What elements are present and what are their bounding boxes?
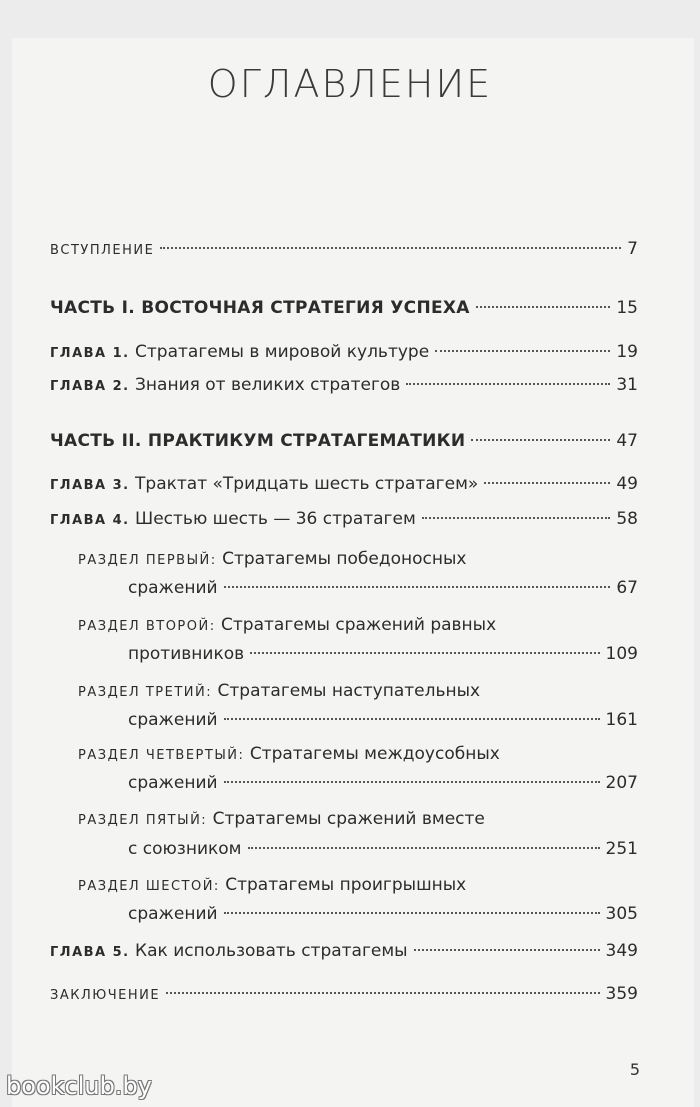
leader-dots [224, 781, 600, 783]
toc-page-number: 67 [616, 578, 638, 598]
section-title-cont: с союзником [128, 839, 242, 859]
leader-dots [476, 306, 611, 308]
toc-entry-chapter-1 [50, 341, 638, 365]
toc-section-4-line1 [78, 743, 500, 767]
toc-entry-chapter-4 [50, 508, 638, 532]
toc-page-number: 58 [616, 509, 638, 529]
section-prefix: РАЗДЕЛ ТРЕТИЙ: [78, 685, 213, 700]
section-title-cont: сражений [128, 710, 218, 730]
section-title: Стратагемы сражений вместе [212, 809, 485, 829]
toc-page-number: 349 [605, 941, 638, 961]
section-title: Стратагемы сражений равных [221, 615, 497, 635]
toc-page-number: 109 [605, 644, 638, 664]
chapter-prefix: ГЛАВА 3. [50, 478, 130, 493]
section-prefix: РАЗДЕЛ ВТОРОЙ: [78, 619, 216, 634]
chapter-title: Как использовать стратагемы [135, 941, 408, 961]
section-title: Стратагемы наступательных [217, 681, 481, 701]
toc-entry-part-2 [50, 430, 638, 452]
chapter-title: Стратагемы в мировой культуре [135, 342, 430, 362]
chapter-prefix: ГЛАВА 2. [50, 379, 130, 394]
leader-dots [484, 482, 610, 484]
leader-dots [250, 652, 599, 654]
leader-dots [471, 439, 610, 441]
toc-page-number: 19 [616, 342, 638, 362]
toc-entry-label: ЧАСТЬ II. ПРАКТИКУМ СТРАТАГЕМАТИКИ [50, 431, 466, 451]
toc-section-3-line2 [128, 709, 638, 731]
chapter-prefix: ГЛАВА 5. [50, 945, 130, 960]
toc-section-4-line2 [128, 772, 638, 794]
toc-section-6-line1 [78, 874, 466, 898]
section-title: Стратагемы проигрышных [225, 875, 467, 895]
toc-page-number: 15 [616, 298, 638, 318]
chapter-title: Знания от великих стратегов [135, 375, 401, 395]
toc-entry-part-1 [50, 297, 638, 319]
toc-page-number: 359 [605, 984, 638, 1004]
toc-entry-label: ЗАКЛЮЧЕНИЕ [50, 988, 161, 1003]
toc-entry-label: ВСТУПЛЕНИЕ [50, 243, 155, 258]
toc-page-number: 49 [616, 474, 638, 494]
leader-dots [160, 247, 621, 249]
leader-dots [248, 847, 600, 849]
toc-section-2-line2 [128, 643, 638, 665]
leader-dots [224, 718, 600, 720]
leader-dots [166, 992, 599, 994]
section-prefix: РАЗДЕЛ ЧЕТВЕРТЫЙ: [78, 748, 245, 763]
chapter-prefix: ГЛАВА 1. [50, 346, 130, 361]
page-title: ОГЛАВЛЕНИЕ [207, 62, 493, 106]
toc-section-5-line1 [78, 808, 485, 832]
leader-dots [224, 586, 611, 588]
section-title-cont: сражений [128, 578, 218, 598]
section-title-cont: противников [128, 644, 245, 664]
page-number: 5 [629, 1060, 640, 1079]
toc-page-number: 161 [605, 710, 638, 730]
leader-dots [422, 517, 611, 519]
toc-entry-chapter-3 [50, 473, 638, 497]
toc-entry-chapter-5 [50, 940, 638, 964]
leader-dots [406, 383, 610, 385]
leader-dots [435, 350, 610, 352]
toc-entry-label: ЧАСТЬ I. ВОСТОЧНАЯ СТРАТЕГИЯ УСПЕХА [50, 298, 470, 318]
section-prefix: РАЗДЕЛ ШЕСТОЙ: [78, 879, 220, 894]
toc-section-2-line1 [78, 614, 496, 638]
toc-page-number: 31 [616, 375, 638, 395]
toc-section-5-line2 [128, 838, 638, 860]
section-title: Стратагемы победоносных [222, 549, 467, 569]
chapter-prefix: ГЛАВА 4. [50, 513, 130, 528]
chapter-title: Шестью шесть — 36 стратагем [135, 509, 416, 529]
toc-page-number: 251 [605, 839, 638, 859]
toc-entry-conclusion [50, 983, 638, 1007]
toc-entry-chapter-2 [50, 374, 638, 398]
toc-page-number: 305 [605, 904, 638, 924]
leader-dots [414, 949, 600, 951]
toc-section-6-line2 [128, 903, 638, 925]
toc-page-number: 207 [605, 773, 638, 793]
leader-dots [224, 912, 600, 914]
toc-section-3-line1 [78, 680, 480, 704]
chapter-title: Трактат «Тридцать шесть стратагем» [135, 474, 479, 494]
watermark: bookclub.by [6, 1072, 152, 1100]
toc-entry-introduction [50, 238, 638, 262]
toc-page-number: 7 [627, 239, 638, 259]
section-title: Стратагемы междоусобных [249, 744, 500, 764]
toc-section-1-line1 [78, 548, 467, 572]
toc-page-number: 47 [616, 431, 638, 451]
section-title-cont: сражений [128, 773, 218, 793]
section-prefix: РАЗДЕЛ ПЯТЫЙ: [78, 813, 208, 828]
section-prefix: РАЗДЕЛ ПЕРВЫЙ: [78, 553, 217, 568]
toc-section-1-line2 [128, 577, 638, 599]
section-title-cont: сражений [128, 904, 218, 924]
